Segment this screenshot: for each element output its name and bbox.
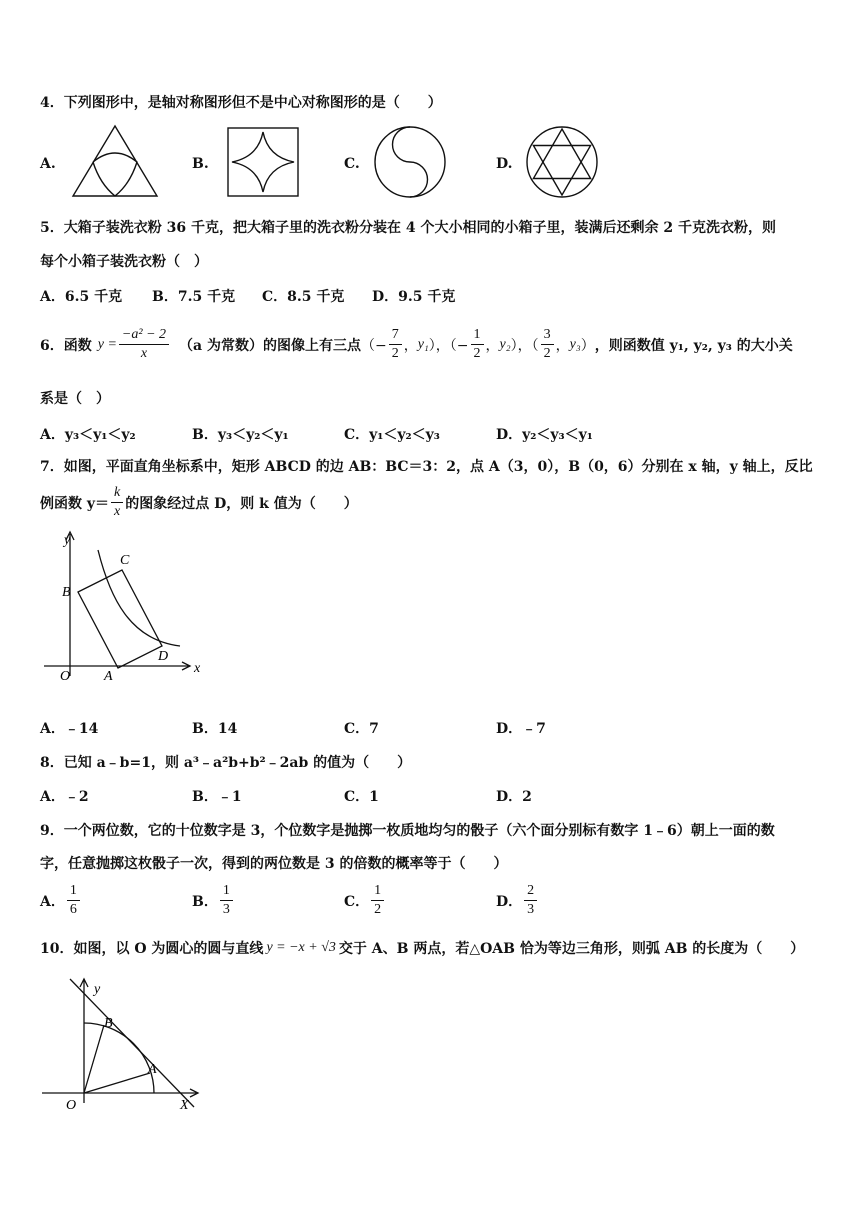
q5-line1: 5．大箱子装洗衣粉 36 千克，把大箱子里的洗衣粉分装在 4 个大小相同的小箱子里，装满后还剩余 2 千克洗衣粉，则: [40, 220, 776, 236]
q9-option-d-num: 2: [524, 882, 537, 901]
q9-option-c-num: 1: [371, 882, 384, 901]
q7-option-b: B．14: [192, 721, 238, 737]
q10-text: [40, 938, 804, 958]
q7-option-c: C．7: [344, 721, 379, 737]
q9-option-d: [496, 882, 539, 919]
q6-option-c: C．y₁＜y₂＜y₃: [344, 427, 440, 443]
q7-figure: [40, 528, 220, 690]
q7-label-o: O: [60, 669, 71, 684]
q4-option-a-label: A.: [40, 156, 56, 172]
q6-line2: 系是（ ）: [40, 391, 110, 407]
q10-label-b: B: [104, 1016, 113, 1031]
q4-option-d-label: D.: [496, 156, 513, 172]
q6-p2-y: y₂: [499, 336, 511, 352]
q7-line1: 7．如图，平面直角坐标系中，矩形 ABCD 的边 AB：BC＝3：2，点 A（3，0），B（0，6）分别在 x 轴，y 轴上，反比: [40, 459, 813, 475]
q9-option-a-letter: A．: [40, 893, 65, 910]
q9-option-d-letter: D．: [496, 893, 523, 910]
q6-line1: 6．函数 y = $\frac{\text{−a² − 2}}{x}$ （a 为常数）的图像上有三点 （− $\frac{7}{2}$ ， y₁ ），（− $\frac{1}{2}$ ， y₂ ），（ $\frac{3}{2}$ ， y₃ ） ，则函数值 y₁, y₂, y₃ 的大小关: [40, 327, 793, 361]
q6-p1-den: 2: [391, 346, 399, 361]
q5-option-a: A．6.5 千克: [40, 289, 123, 305]
q6-prefix: 6．函数: [40, 337, 92, 354]
q7-label-a: A: [104, 669, 113, 684]
q9-option-a-den: 6: [69, 902, 77, 917]
q9-option-c-letter: C．: [344, 893, 370, 910]
q8-option-b: B．﹣1: [192, 789, 242, 805]
q10-suffix: 交于 A、B 两点，若△OAB 恰为等边三角形，则弧 AB 的长度为（ ）: [338, 941, 805, 957]
q6-p1-num: 7: [389, 326, 402, 345]
q7-label-d: D: [158, 649, 169, 664]
q10-line-equation: y = −x + √3: [266, 940, 336, 955]
q7-line2-prefix: 例函数 y＝: [40, 495, 110, 512]
q10-prefix: 10．如图，以 O 为圆心的圆与直线: [40, 941, 264, 957]
q7-frac-num: k: [111, 484, 123, 503]
q6-func-denominator: x: [140, 346, 148, 361]
q4-text: 4．下列图形中，是轴对称图形但不是中心对称图形的是（ ）: [40, 95, 442, 111]
q6-option-a: A．y₃＜y₁＜y₂: [40, 427, 136, 443]
q6-func-numerator: −a² − 2: [119, 326, 169, 345]
q9-option-b-letter: B．: [192, 893, 218, 910]
q6-p2-x: [471, 326, 484, 363]
q8-option-c: C．1: [344, 789, 379, 805]
q6-p3-num: 3: [541, 326, 554, 345]
q7-hyperbola: [98, 550, 180, 646]
q6-suffix: ，则函数值 y₁, y₂, y₃ 的大小关: [594, 337, 793, 354]
q7-frac-den: x: [114, 504, 121, 519]
q6-p2-num: 1: [471, 326, 484, 345]
q9-option-a: [40, 882, 82, 919]
q10-line: [70, 979, 194, 1107]
q6-option-d: D．y₂＜y₃＜y₁: [496, 427, 593, 443]
q9-option-c-den: 2: [374, 902, 382, 917]
q5-option-b: B．7.5 千克: [152, 289, 236, 305]
q8-option-a: A．﹣2: [40, 789, 89, 805]
q9-line1: 9．一个两位数，它的十位数字是 3，个位数字是抛掷一枚质地均匀的骰子（六个面分别标有数字 1﹣6）朝上一面的数: [40, 823, 775, 839]
q5-option-d: D．9.5 千克: [372, 289, 456, 305]
q4-figure-a: [70, 124, 160, 199]
q9-option-b: [192, 882, 235, 919]
q6-func-lhs: y =: [97, 336, 117, 352]
q6-p1-x: [389, 326, 402, 363]
q9-option-d-den: 3: [527, 902, 535, 917]
q4-option-c-label: C.: [344, 156, 360, 172]
q7-fraction: [111, 484, 123, 521]
q7-rectangle: [78, 570, 162, 668]
q6-p1-y: y₁: [417, 336, 429, 352]
q6-mid: （a 为常数）的图像上有三点: [179, 337, 361, 354]
q6-p3-den: 2: [543, 346, 551, 361]
q9-option-b-den: 3: [222, 902, 230, 917]
q6-p3-y: y₃: [569, 336, 581, 352]
q4-option-b-label: B.: [192, 156, 209, 172]
q8-text: 8．已知 a﹣b=1，则 a³﹣a²b+b²﹣2ab 的值为（ ）: [40, 755, 412, 771]
q7-label-x: x: [194, 661, 201, 676]
q9-option-a-num: 1: [67, 882, 80, 901]
q6-p2-den: 2: [473, 346, 481, 361]
q7-label-b: B: [62, 585, 71, 600]
q10-oa-segment: [84, 1073, 150, 1093]
q4-figure-c: [372, 124, 448, 200]
q5-line2: 每个小箱子装洗衣粉（ ）: [40, 254, 208, 270]
q7-line2: [40, 484, 358, 521]
q8-option-d: D．2: [496, 789, 532, 805]
q7-line2-suffix: 的图象经过点 D，则 k 值为（ ）: [125, 495, 358, 512]
q10-label-x: X: [180, 1098, 189, 1113]
q9-option-c: [344, 882, 386, 919]
q6-p3-x: [541, 326, 554, 363]
q10-label-o: O: [66, 1098, 77, 1113]
q9-line2: 字，任意抛掷这枚骰子一次，得到的两位数是 3 的倍数的概率等于（ ）: [40, 856, 508, 872]
q7-option-d: D．﹣7: [496, 721, 546, 737]
q7-label-c: C: [120, 553, 130, 568]
q4-figure-d: [524, 124, 600, 200]
q10-ob-segment: [84, 1025, 104, 1093]
q6-option-b: B．y₃＜y₂＜y₁: [192, 427, 289, 443]
q4-figure-b: [226, 126, 300, 198]
q7-option-a: A．﹣14: [40, 721, 99, 737]
q6-func-fraction: [119, 326, 169, 363]
q10-figure: [38, 975, 208, 1115]
q10-label-y: y: [94, 982, 101, 997]
q9-option-b-num: 1: [220, 882, 233, 901]
q7-label-y: y: [64, 533, 71, 548]
q5-option-c: C．8.5 千克: [262, 289, 345, 305]
q10-label-a: A: [148, 1062, 157, 1077]
